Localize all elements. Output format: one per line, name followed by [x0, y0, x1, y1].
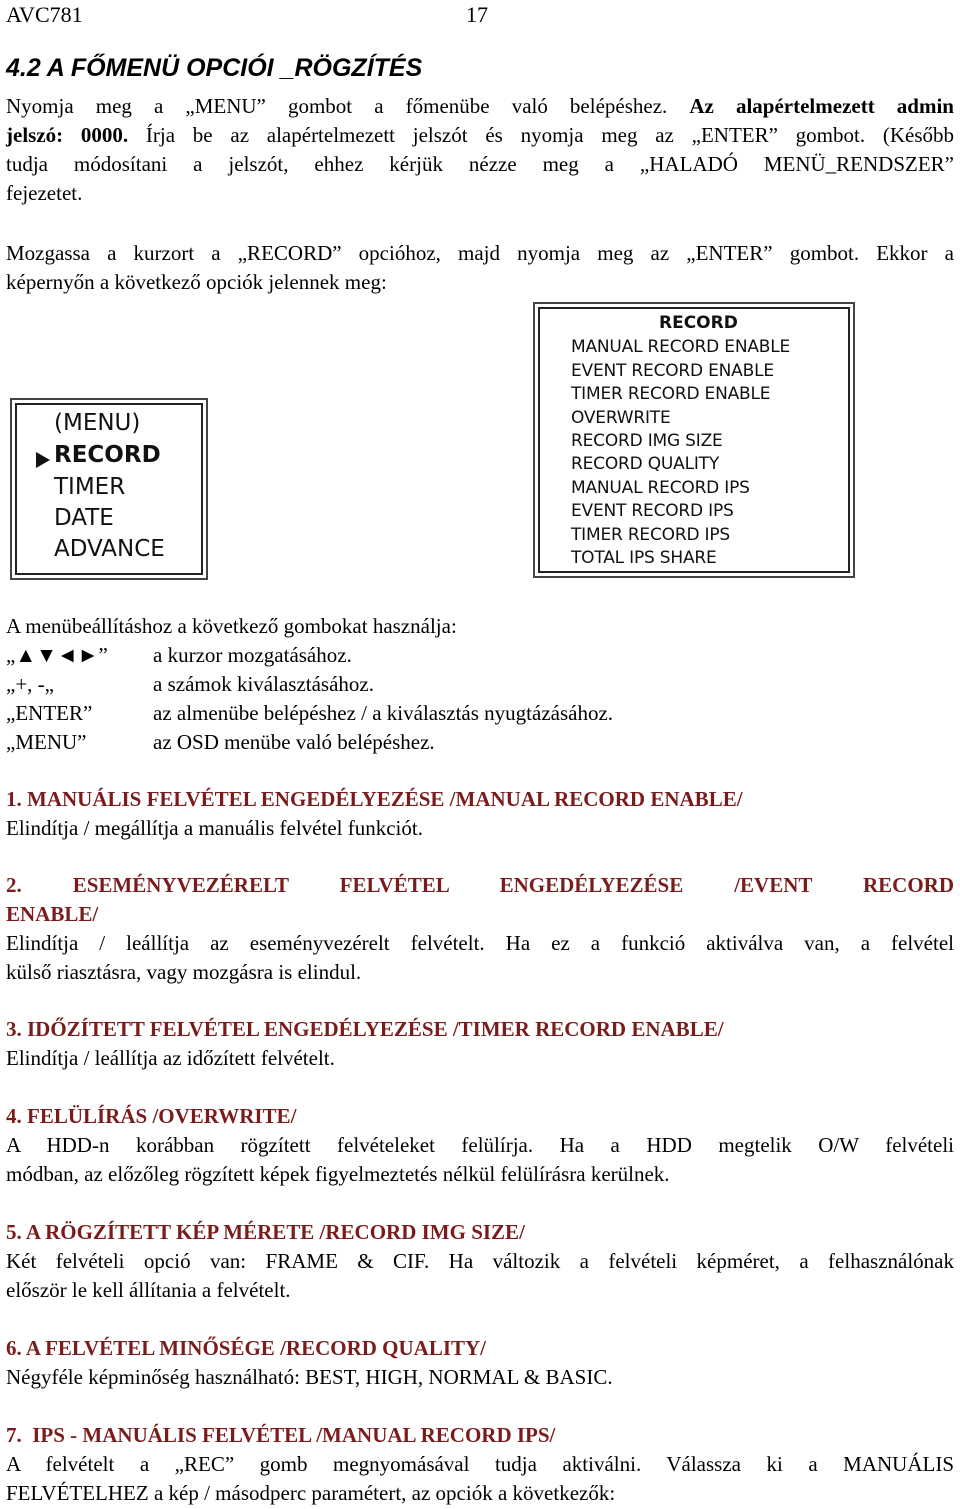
section-title: 4.2 A FŐMENÜ OPCIÓI _RÖGZÍTÉS — [6, 54, 423, 82]
section-4-body-line-2: módban, az előzőleg rögzített képek figyelmeztetés nélkül felülírásra kerülnek. — [6, 1162, 670, 1186]
intro-line-4: fejezetet. — [6, 181, 83, 205]
osd-record-item: MANUAL RECORD ENABLE — [571, 337, 791, 357]
section-6-title: 6. A FELVÉTEL MINŐSÉGE /RECORD QUALITY/ — [6, 1336, 487, 1360]
section-1-title: 1. MANUÁLIS FELVÉTEL ENGEDÉLYEZÉSE /MANUAL RECORD ENABLE/ — [6, 787, 743, 811]
osd-record-item: TIMER RECORD ENABLE — [571, 384, 771, 404]
section-3-title: 3. IDŐZÍTETT FELVÉTEL ENGEDÉLYEZÉSE /TIMER RECORD ENABLE/ — [6, 1017, 724, 1041]
intro-line-2 — [6, 121, 954, 150]
osd-record-item: TOTAL IPS SHARE — [571, 548, 717, 568]
section-1-body: Elindítja / megállítja a manuális felvétel funkciót. — [6, 816, 423, 840]
osd-record-item: OVERWRITE — [571, 408, 671, 428]
section-5-body-line-1: Két felvételi opció van: FRAME & CIF. Ha változik a felvételi képméret, a felhasználónak — [6, 1249, 954, 1273]
section-4-body-line-1: A HDD-n korábban rögzített felvételeket felülírja. Ha a HDD megtelik O/W felvételi — [6, 1133, 954, 1157]
section-2-title-line-2: ENABLE/ — [6, 902, 99, 926]
move-line-1: Mozgassa a kurzort a „RECORD” opcióhoz, majd nyomja meg az „ENTER” gombot. Ekkor a — [6, 241, 954, 265]
section-2-title-line-1: 2. ESEMÉNYVEZÉRELT FELVÉTEL ENGEDÉLYEZÉSE /EVENT RECORD — [6, 873, 954, 897]
osd-record-item: EVENT RECORD IPS — [571, 501, 734, 521]
osd-item-record: RECORD — [54, 442, 161, 468]
button-key: „▲▼◄►” — [6, 643, 108, 667]
osd-record-item: MANUAL RECORD IPS — [571, 478, 750, 498]
button-desc: az almenübe belépéshez / a kiválasztás nyugtázásához. — [153, 701, 614, 725]
move-line-2: képernyőn a következő opciók jelennek meg: — [6, 270, 387, 294]
button-key: „MENU” — [6, 730, 87, 754]
button-desc: a kurzor mozgatásához. — [153, 643, 352, 667]
button-key: „+, -„ — [6, 672, 54, 696]
section-4-title: 4. FELÜLÍRÁS /OVERWRITE/ — [6, 1104, 297, 1128]
button-key: „ENTER” — [6, 701, 93, 725]
osd-record-item: TIMER RECORD IPS — [571, 525, 730, 545]
osd-item-advance: ADVANCE — [54, 536, 165, 562]
buttons-intro: A menübeállításhoz a következő gombokat használja: — [6, 614, 457, 638]
osd-record-title: RECORD — [659, 313, 738, 333]
osd-main-menu — [10, 398, 208, 580]
section-7-title: 7. IPS - MANUÁLIS FELVÉTEL /MANUAL RECORD IPS/ — [6, 1423, 556, 1447]
section-2-body-line-2: külső riasztásra, vagy mozgásra is elindul. — [6, 960, 362, 984]
page-number: 17 — [466, 2, 488, 27]
section-3-body: Elindítja / leállítja az időzített felvételt. — [6, 1046, 335, 1070]
osd-item-timer: TIMER — [54, 474, 126, 500]
section-2-body-line-1: Elindítja / leállítja az eseményvezérelt felvételt. Ha ez a funkció aktiválva van, a felvétel — [6, 931, 954, 955]
button-table — [0, 641, 960, 757]
section-5-body-line-2: először le kell állítania a felvételt. — [6, 1278, 291, 1302]
osd-record-item: RECORD QUALITY — [571, 454, 720, 474]
button-desc: az OSD menübe való belépéshez. — [153, 730, 435, 754]
document-code: AVC781 — [6, 2, 83, 27]
button-desc: a számok kiválasztásához. — [153, 672, 374, 696]
osd-item-date: DATE — [54, 505, 114, 531]
osd-record-item: RECORD IMG SIZE — [571, 431, 723, 451]
intro-line-1 — [6, 92, 954, 121]
intro-default-password-label: Az alapértelmezett admin — [689, 94, 954, 118]
intro-line-3: tudja módosítani a jelszót, ehhez kérjük nézze meg a „HALADÓ MENÜ_RENDSZER” — [6, 152, 954, 176]
section-7-body-line-2: FELVÉTELHEZ a kép / másodperc paramétert, az opciók a következők: — [6, 1481, 616, 1505]
osd-menu-header: (MENU) — [54, 410, 141, 436]
section-7-body-line-1: A felvételt a „REC” gomb megnyomásával tudja aktiválni. Válassza ki a MANUÁLIS — [6, 1452, 954, 1476]
osd-record-item: EVENT RECORD ENABLE — [571, 361, 774, 381]
intro-text: Írja be az alapértelmezett jelszót és nyomja meg az „ENTER” gombot. (Később — [145, 123, 954, 147]
section-5-title: 5. A RÖGZÍTETT KÉP MÉRETE /RECORD IMG SIZE/ — [6, 1220, 525, 1244]
section-6-body: Négyféle képminőség használható: BEST, HIGH, NORMAL & BASIC. — [6, 1365, 613, 1389]
intro-text: Nyomja meg a „MENU” gombot a főmenübe való belépéshez. — [6, 94, 668, 118]
intro-default-password: jelszó: 0000. — [6, 123, 129, 147]
osd-record-menu — [533, 302, 855, 578]
play-arrow-icon — [36, 452, 50, 468]
